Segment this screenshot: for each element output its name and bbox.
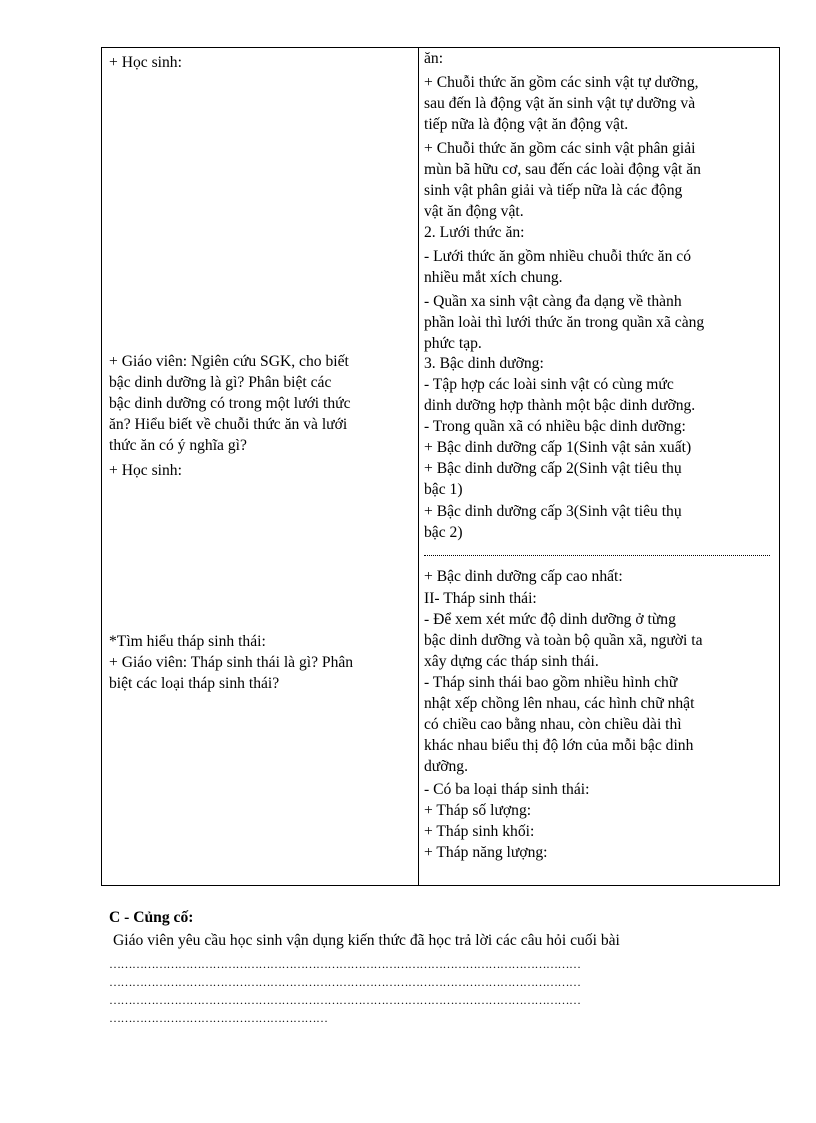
right-text-line: - Tập hợp các loài sinh vật có cùng mức (424, 376, 674, 393)
right-text-line: + Bậc dinh dưỡng cấp 1(Sinh vật sản xuất) (424, 439, 692, 456)
right-text-line: nhiều mắt xích chung. (424, 269, 563, 286)
right-text-line: + Chuỗi thức ăn gồm các sinh vật tự dưỡng, (424, 74, 699, 91)
right-text-line: khác nhau biểu thị độ lớn của mỗi bậc dinh (424, 737, 694, 754)
right-text-line: dưỡng. (424, 758, 468, 775)
section-title: C - Củng cố: (109, 909, 194, 926)
right-text-line: 3. Bậc dinh dưỡng: (424, 355, 544, 372)
right-text-line: II- Tháp sinh thái: (424, 590, 537, 607)
right-text-line: + Bậc dinh dưỡng cấp cao nhất: (424, 568, 623, 585)
right-text-line: - Trong quần xã có nhiều bậc dinh dưỡng: (424, 418, 686, 435)
right-text-line: + Bậc dinh dưỡng cấp 3(Sinh vật tiêu thụ (424, 503, 682, 520)
left-text-line: ăn? Hiểu biết về chuỗi thức ăn và lưới (109, 416, 348, 433)
right-text-line: phần loài thì lưới thức ăn trong quần xã càng (424, 314, 705, 331)
dotted-line: …………………………………………………………………………………………………………… (109, 975, 581, 989)
right-text-line: - Lưới thức ăn gồm nhiều chuỗi thức ăn có (424, 248, 692, 265)
right-text-line: - Có ba loại tháp sinh thái: (424, 781, 590, 798)
right-text-line: tiếp nữa là động vật ăn động vật. (424, 116, 629, 133)
right-text-line: + Chuỗi thức ăn gồm các sinh vật phân giải (424, 140, 696, 157)
right-text-line: bậc dinh dưỡng và toàn bộ quần xã, người ta (424, 632, 703, 649)
right-text-line: sau đến là động vật ăn sinh vật tự dưỡng và (424, 95, 696, 112)
right-text-line: có chiều cao bằng nhau, còn chiều dài thì (424, 716, 682, 733)
left-text-line: + Giáo viên: Tháp sinh thái là gì? Phân (109, 654, 354, 671)
content-column (419, 48, 779, 885)
right-text-line: xây dựng các tháp sinh thái. (424, 653, 599, 670)
dotted-line: …………………………………………………………………………………………………………… (109, 993, 581, 1007)
section-text: Giáo viên yêu cầu học sinh vận dụng kiến thức đã học trả lời các câu hỏi cuối bài (113, 932, 620, 949)
left-text-line: + Học sinh: (109, 54, 182, 71)
teacher-student-column (102, 48, 419, 885)
left-text-line: *Tìm hiểu tháp sinh thái: (109, 633, 266, 650)
left-text-line: thức ăn có ý nghĩa gì? (109, 437, 247, 454)
right-text-line: nhật xếp chồng lên nhau, các hình chữ nhật (424, 695, 695, 712)
right-text-line: bậc 1) (424, 481, 463, 498)
left-text-line: + Học sinh: (109, 462, 182, 479)
left-text-line: + Giáo viên: Ngiên cứu SGK, cho biết (109, 353, 349, 370)
right-text-line: - Tháp sinh thái bao gồm nhiều hình chữ (424, 674, 678, 691)
right-text-line: 2. Lưới thức ăn: (424, 224, 525, 241)
right-text-line: sinh vật phân giải và tiếp nữa là các động (424, 182, 683, 199)
right-text-line: + Tháp số lượng: (424, 802, 532, 819)
left-text-line: bậc dinh dưỡng là gì? Phân biệt các (109, 374, 332, 391)
right-text-line: + Tháp sinh khối: (424, 823, 535, 840)
left-text-line: biệt các loại tháp sinh thái? (109, 675, 280, 692)
right-text-line: vật ăn động vật. (424, 203, 524, 220)
right-text-line: ăn: (424, 50, 444, 67)
right-text-line: dinh dưỡng hợp thành một bậc dinh dưỡng. (424, 397, 696, 414)
right-text-line: - Để xem xét mức độ dinh dưỡng ở từng (424, 611, 676, 628)
right-text-line: bậc 2) (424, 524, 463, 541)
right-text-line: + Tháp năng lượng: (424, 844, 548, 861)
left-text-line: bậc dinh dưỡng có trong một lưới thức (109, 395, 351, 412)
right-text-line: mùn bã hữu cơ, sau đến các loài động vật ăn (424, 161, 701, 178)
right-text-line: phức tạp. (424, 335, 482, 352)
dotted-line: ………………………………………………… (109, 1011, 328, 1025)
dotted-separator (424, 545, 770, 556)
right-text-line: + Bậc dinh dưỡng cấp 2(Sinh vật tiêu thụ (424, 460, 682, 477)
lesson-table (101, 47, 780, 886)
right-text-line: - Quần xa sinh vật càng đa dạng về thành (424, 293, 682, 310)
dotted-line: …………………………………………………………………………………………………………… (109, 957, 581, 971)
